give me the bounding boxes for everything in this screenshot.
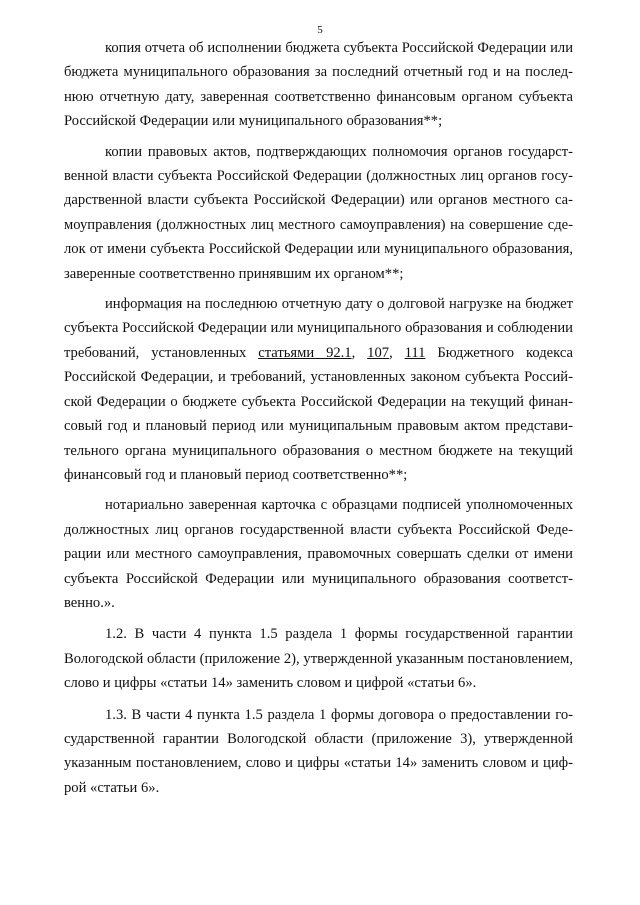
link-article-111[interactable]: 111 [404, 344, 426, 361]
paragraph-amendment-1-3: 1.3. В части 4 пункта 1.5 раздела 1 формы договора о предоставлении государственной гарантии Вологодской области (приложение 3), утвержденной указанным постановлением, слово и цифры «статьи 14» заменить словом и цифрой «статьи 6». [64, 706, 573, 796]
paragraph-debt-load-info [64, 292, 573, 487]
paragraph-amendment-1-2: 1.2. В части 4 пункта 1.5 раздела 1 формы государственной гарантии Вологодской области (приложение 2), утвержденной указанным постановлением, слово и цифры «статьи 14» заменить словом и цифрой «статьи 6». [64, 626, 573, 692]
link-separator: , [389, 344, 405, 361]
paragraph-budget-report: копия отчета об исполнении бюджета субъекта Российской Федерации или бюджета муниципального образования за последний отчетный год и на последнюю отчетную дату, заверенная соответственно финансовым органом субъекта Российской Федерации или муниципального образования**; [64, 40, 573, 130]
link-article-107[interactable]: 107 [367, 344, 390, 361]
debt-info-text-before: информация на последнюю отчетную дату о долговой нагрузке на бюджет субъекта Российской Федерации или муниципального образования и соблюдении требований, установленных [64, 296, 573, 361]
link-article-92-1[interactable]: статьями 92.1 [258, 344, 352, 361]
document-body [64, 36, 573, 800]
paragraph-legal-acts: копии правовых актов, подтверждающих полномочия органов государственной власти субъекта Российской Федерации (должностных лиц органов государственной власти субъекта Российской Федерации) или органов местного самоуправления (должностных лиц местного самоуправления) на совершение сделок от имени субъекта Российской Федерации или муниципального образования, заверенные соответственно принявшим их органом**; [64, 143, 573, 282]
link-separator: , [351, 344, 368, 361]
page-number: 5 [317, 24, 323, 36]
paragraph-signature-card: нотариально заверенная карточка с образцами подписей уполномоченных должностных лиц органов государственной власти субъекта Российской Федерации или местного самоуправления, правомочных совершать сделки от имени субъекта Российской Федерации или муниципального образования соответственно.». [64, 497, 573, 611]
debt-info-text-after: Бюджетного кодекса Российской Федерации, и требований, установленных законом субъекта Российской Федерации о бюджете субъекта Российской Федерации на текущий финансовый год и плановый период или муниципальным правовым актом представительного органа муниципального образования о местном бюджете на текущий финансовый год и плановый период соответственно**; [64, 344, 573, 483]
